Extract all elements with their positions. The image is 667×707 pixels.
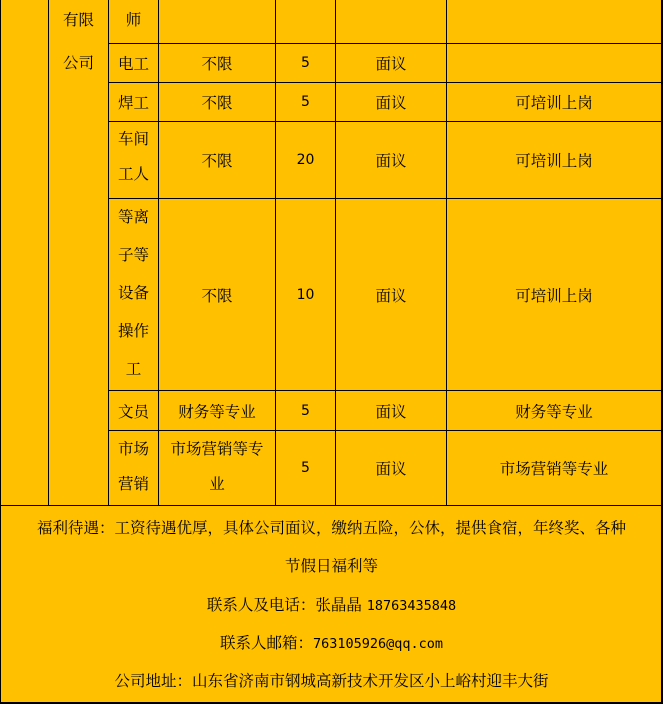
position-cell: 文员 [117,402,149,421]
position-line: 工人 [117,165,149,183]
salary-cell: 面议 [375,402,407,421]
count-cell: 5 [301,55,310,71]
major-cell: 财务等专业 [178,402,256,421]
table-border-bottom [0,702,662,704]
position-cell [109,204,158,388]
salary-cell: 面议 [375,286,407,305]
major-line: 业 [209,475,225,493]
count-cell: 5 [301,402,310,419]
position-cell [109,436,158,504]
position-line: 营销 [117,475,149,493]
major-cell: 不限 [201,286,233,305]
col-divider [48,0,49,506]
welfare-text-line2: 节假日福利等 [284,557,378,575]
salary-cell: 面议 [375,152,407,170]
position-cell: 电工 [117,55,149,73]
count-cell: 10 [296,286,315,303]
company-address: 公司地址：山东省济南市钢城高新技术开发区小上峪村迎丰大街 [114,672,549,690]
major-cell: 不限 [201,94,233,112]
note-cell: 财务等专业 [515,402,593,421]
count-cell: 20 [296,152,315,168]
salary-cell: 面议 [375,460,407,478]
position-cell: 师 [125,11,142,29]
salary-cell: 面议 [375,94,407,112]
row-divider [0,505,662,506]
major-cell: 不限 [201,152,233,170]
position-line: 车间 [117,130,149,148]
major-cell [159,436,275,504]
position-line: 设备 [117,284,149,302]
company-name-line2: 公司 [62,54,94,72]
count-cell: 5 [301,94,310,110]
position-line: 等离 [117,208,149,226]
salary-cell: 面议 [375,55,407,73]
major-cell: 不限 [201,55,233,73]
major-line: 市场营销等专 [170,440,264,458]
email-label: 联系人邮箱： [219,634,313,652]
note-cell: 可培训上岗 [515,152,593,170]
position-line: 操作 [117,322,149,340]
position-line: 子等 [117,246,149,264]
position-cell: 焊工 [117,94,149,112]
position-line: 工 [125,360,142,378]
note-cell: 可培训上岗 [515,94,593,112]
position-cell [109,126,158,196]
contact-phone: 18763435848 [366,598,457,614]
email-address: 763105926@qq.com [312,636,444,652]
count-cell: 5 [301,460,310,476]
email-line [0,631,663,653]
note-cell: 可培训上岗 [515,286,593,305]
position-line: 市场 [117,440,149,458]
company-name-line1: 有限 [62,11,94,29]
contact-label: 联系人及电话：张晶晶 [206,596,367,614]
welfare-text-line1: 福利待遇：工资待遇优厚，具体公司面议，缴纳五险，公休，提供食宿，年终奖、各种 [36,519,626,537]
note-cell: 市场营销等专业 [499,460,609,478]
contact-line [0,593,663,615]
